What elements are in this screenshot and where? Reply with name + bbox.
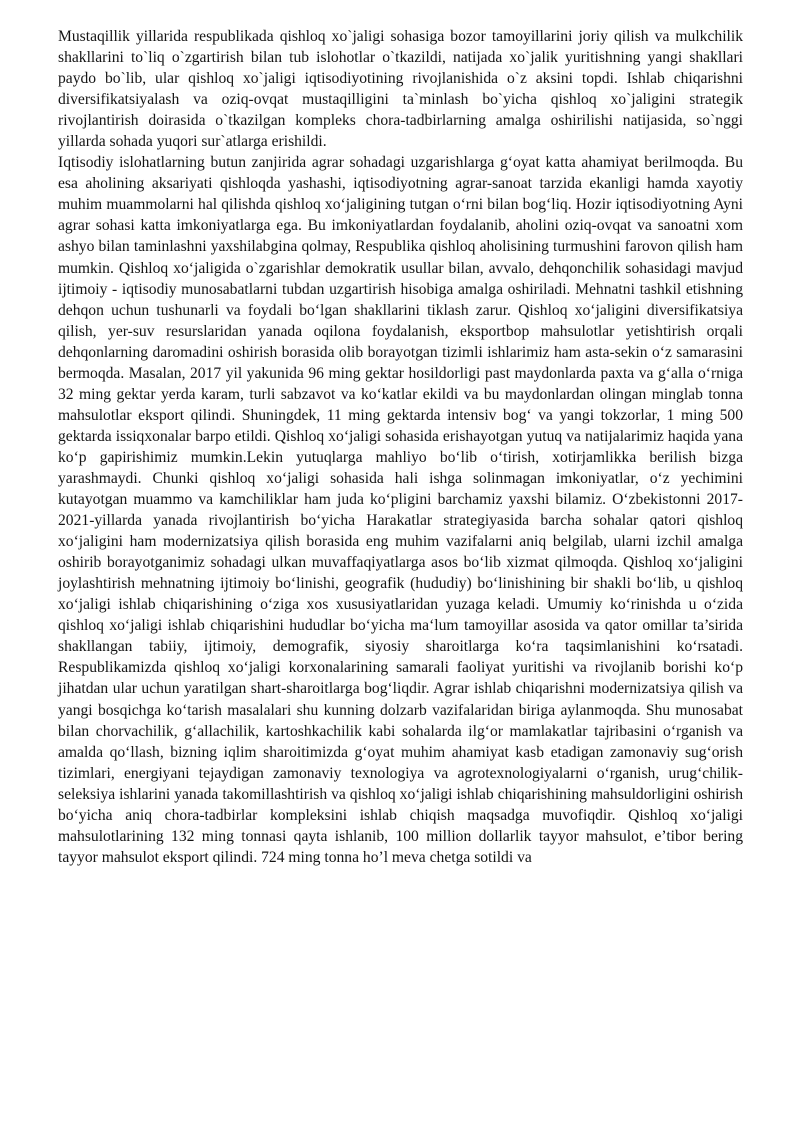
- paragraph-2: Iqtisodiy islohatlarning butun zanjirida agrar sohadagi uzgarishlarga g‘oyat katta ahamiyat berilmoqda. Bu esa aholining aksariyati qishloqda yashashi, iqtisodiyotning agrar-sanoat tarzida ekanligi hamda xayotiy muhim muammolarni hal qilishda qishloq xo‘jaligining tutgan o‘rni bilan bog‘liq. Hozir iqtisodiyotning Ayni agrar sohasi katta imkoniyatlarga ega. Bu imkoniyatlardan foydalanib, aholini oziq-ovqat va sanoatni xom ashyo bilan taminlashni yaxshilabgina qolmay, Respublika qishloq aholisining turmushini farovon qilish ham mumkin. Qishloq xo‘jaligida o`zgarishlar demokratik usullar bilan, avvalo, dehqonchilik sohasidagi mavjud ijtimoiy - iqtisodiy munosabatlarni tubdan uzgartirish hisobiga amalga oshiriladi. Mehnatni tashkil etishning dehqon uchun tushunarli va foydali bo‘lgan shakllarini tiklash zarur. Qishloq xo‘jaligini diversifikatsiya qilish, yer-suv resurslaridan yanada oqilona foydalanish, eksportbop mahsulotlar yetishtirish orqali dehqonlarning daromadini oshirish borasida olib borayotgan tizimli ishlarimiz ham asta-sekin o‘z samarasini bermoqda. Masalan, 2017 yil yakunida 96 ming gektar hosildorligi past maydonlarda paxta va g‘alla o‘rniga 32 ming gektar yerda karam, turli sabzavot va ko‘katlar ekildi va bu maydonlardan olingan minglab tonna mahsulotlar eksport qilindi. Shuningdek, 11 ming gektarda intensiv bog‘ va yangi tokzorlar, 1 ming 500 gektarda issiqxonalar barpo etildi. Qishloq xo‘jaligi sohasida erishayotgan yutuq va natijalarimiz haqida yana ko‘p gapirishimiz mumkin.Lekin yutuqlarga mahliyo bo‘lib o‘tirish, xotirjamlikka berilish bizga yarashmaydi. Chunki qishloq xo‘jaligi sohasida hali ishga solinmagan imkoniyatlar, o‘z yechimini kutayotgan muammo va kamchiliklar ham juda ko‘pligini barchamiz yaxshi bilamiz. O‘zbekistonni 2017-2021-yillarda yanada rivojlantirish bo‘yicha Harakatlar strategiyasida barcha sohalar qatori qishloq xo‘jaligini ham modernizatsiya qilish borasida eng muhim vazifalarni aniq belgilab, ularni izchil amalga oshirib borayotganimiz sohadagi ulkan muvaffaqiyatlarga asos bo‘lib xizmat qilmoqda. Qishloq xo‘jaligini joylashtirish mehnatning ijtimoiy bo‘linishi, geografik (hududiy) bo‘linishining bir shakli bo‘lib, u qishloq xo‘jaligi ishlab chiqarishining o‘ziga xos xususiyatlaridan yuzaga keladi. Umumiy ko‘rinishda u o‘zida qishloq xo‘jaligi ishlab chiqarishini hududlar bo‘yicha ma‘lum tamoyillar asosida va qator omillar ta’sirida shakllangan tabiiy, ijtimoiy, demografik, siyosiy sharoitlarga ko‘ra taqsimlanishini ko‘rsatadi. Respublikamizda qishloq xo‘jaligi korxonalarining samarali faoliyat yuritishi va rivojlanib borishi ko‘p jihatdan ular uchun yaratilgan shart-sharoitlarga bog‘liqdir. Agrar ishlab chiqarishni modernizatsiya qilish va yangi bosqichga ko‘tarish masalalari shu kunning dolzarb vazifalaridan biriga aylanmoqda. Shu munosabat bilan chorvachilik, g‘allachilik, kartoshkachilik kabi sohalarda ilg‘or mamlakatlar tajribasini o‘rganish va amalda qo‘llash, bizning iqlim sharoitimizda g‘oyat muhim ahamiyat kasb etadigan zamonaviy sug‘orish tizimlari, energiyani tejaydigan zamonaviy texnologiya va agrotexnologiyalarni o‘rganish, urug‘chilik-seleksiya ishlarini yanada takomillashtirish va qishloq xo‘jaligi ishlab chiqarishining mahsuldorligini oshirish bo‘yicha aniq chora-tadbirlar kompleksini ishlab chiqish maqsadga muvofiqdir. Qishloq xo‘jaligi mahsulotlarining 132 ming tonnasi qayta ishlanib, 100 million dollarlik tayyor mahsulot, e’tibor bering tayyor mahsulot eksport qilindi. 724 ming tonna ho’l meva chetga sotildi va: [58, 154, 743, 866]
- paragraph-1: Mustaqillik yillarida respublikada qishloq xo`jaligi sohasiga bozor tamoyillarini joriy qilish va mulkchilik shakllarini to`liq o`zgartirish bilan tub islohotlar o`tkazildi, natijada xo`jalik yuritishning yangi shakllari paydo bo`lib, ular qishloq xo`jaligi iqtisodiyotining rivojlanishida o`z aksini topdi. Ishlab chiqarishni diversifikatsiyalash va oziq-ovqat mustaqilligini ta`minlash bo`yicha qishloq xo`jaligini strategik rivojlantirish doirasida o`tkazilgan kompleks chora-tadbirlarning amalga oshirilishi natijasida, so`nggi yillarda sohada yuqori sur`atlarga erishildi.: [58, 28, 743, 151]
- document-page: [58, 26, 743, 868]
